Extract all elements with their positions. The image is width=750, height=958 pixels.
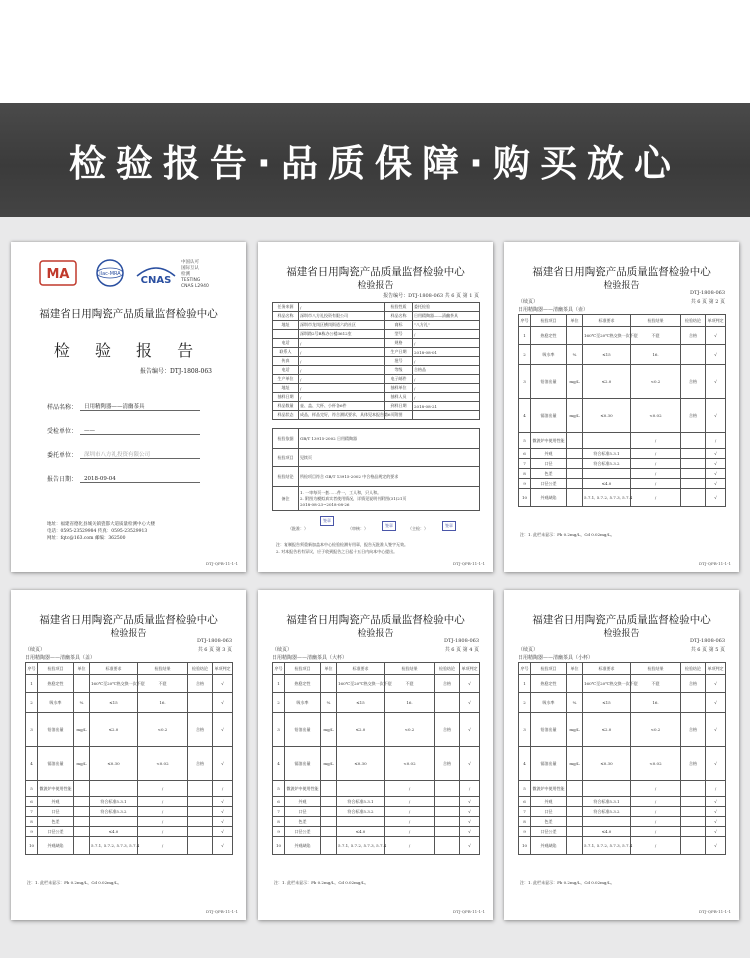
table-row: 1 热稳定性 160℃至20℃热交换一次不裂 不裂 合格 √ (26, 675, 233, 693)
report-number: DTJ-1808-063 (197, 638, 232, 644)
test-results-table (25, 662, 233, 855)
page-info: 共 6 页 第 5 页 (690, 647, 725, 653)
table-row: 传真 / 批号 / (273, 357, 480, 366)
signature-stamp: 签章 (382, 521, 396, 531)
table-row: 4 镉溶出量 mg/L ≤0.30 <0.02 合格 √ (26, 747, 233, 781)
table-row: 7 口径 符合标准5.3.2 / √ (273, 807, 480, 817)
org-name: 福建省日用陶瓷产品质量监督检验中心 (286, 266, 465, 278)
footnote: 2. 对本报告若有异议，应于收到报告之日起十五日内向本中心提出。 (276, 549, 398, 554)
sample-name: 日用精陶器——清幽茶具（小杯） (518, 655, 594, 661)
table-row: 2 吸水率 % ≤15 16. √ (273, 693, 480, 713)
title-banner (0, 103, 750, 217)
report-number: DTJ-1808-063 (690, 290, 725, 296)
table-row: 2 吸水率 % ≤15 16. √ (519, 345, 726, 365)
table-row: 8 色差 / √ (273, 817, 480, 827)
sample-name: 日用精陶器——清幽茶具（盖） (25, 655, 96, 661)
sample-name: 日用精陶器——清幽茶具（大杯） (272, 655, 348, 661)
table-row: 联系人 / 生产日期 2018-08-01 (273, 348, 480, 357)
test-results-table (518, 314, 726, 507)
table-row: 3 铅溶出量 mg/L ≤2.0 <0.2 合格 √ (273, 713, 480, 747)
page-info: 共 6 页 第 2 页 (690, 299, 725, 305)
table-header-row: 序号 检验项目 单位 标准要求 检验结果 检验结论 单项判定 (519, 315, 726, 327)
table-row: 5 微波炉中使用性能 / / (26, 781, 233, 797)
table-row: 2 吸水率 % ≤15 16. √ (519, 693, 726, 713)
sample-name-field: 样品名称： 日用精陶器——清幽茶具 (47, 402, 200, 411)
report-number: 报告编号：DTJ-1808-063 (140, 368, 212, 375)
client-unit-field: 委托单位： 深圳市八方礼投资有限公司 (47, 450, 200, 459)
table-header-row: 序号 检验项目 单位 标准要求 检验结果 检验结论 单项判定 (26, 663, 233, 675)
continued-label: （续页） (25, 647, 46, 653)
report-subtitle: 检验报告 (603, 629, 640, 639)
table-row: 4 镉溶出量 mg/L ≤0.30 <0.02 合格 √ (519, 747, 726, 781)
tester-label: （主检：） (408, 526, 428, 531)
table-row: 抽样日期 / 抽样人员 / (273, 393, 480, 402)
report-subtitle: 检验报告 (357, 281, 394, 291)
table-row: 样品状态 成品，样品完好，符合测试要求，具体见本报告第6页附图 (273, 411, 480, 420)
continued-label: （续页） (518, 647, 539, 653)
footnote: 注：1. 此栏未显示：Pb 0.2mg/L，Cd 0.02mg/L。 (274, 880, 369, 885)
table-row: 9 口径公差 ≤4.0 / √ (519, 479, 726, 489)
doc-code: DTJ-QPB-11-1-1 (205, 561, 238, 566)
table-row: 7 口径 符合标准5.3.2 / √ (26, 807, 233, 817)
continued-label: （续页） (272, 647, 293, 653)
org-name: 福建省日用陶瓷产品质量监督检验中心 (39, 308, 218, 320)
signature-stamp: 签章 (320, 516, 334, 526)
page-info: 共 6 页 第 4 页 (444, 647, 479, 653)
org-name: 福建省日用陶瓷产品质量监督检验中心 (39, 614, 218, 626)
cover-title: 检 验 报 告 (53, 341, 204, 360)
svg-text:MA: MA (46, 267, 70, 282)
table-row: 9 口径公差 ≤4.0 / √ (273, 827, 480, 837)
table-row: 10 外观缺陷 5.7.1, 5.7.2, 5.7.3, 5.7.4 / √ (273, 837, 480, 855)
table-row: 8 色差 / √ (519, 469, 726, 479)
report-page-continued[interactable] (258, 590, 493, 920)
table-row: 4 镉溶出量 mg/L ≤0.30 <0.02 合格 √ (519, 399, 726, 433)
page-info: 报告编号：DTJ-1808-063 共 6 页 第 1 页 (383, 293, 479, 299)
approver-label: （批准：） (288, 526, 308, 531)
report-date-field: 报告日期： 2018-09-04 (47, 474, 200, 483)
table-row: 7 口径 符合标准5.3.2 / √ (519, 807, 726, 817)
report-number: DTJ-1808-063 (444, 638, 479, 644)
table-row: 任务来源 / 检验性质 委托检验 (273, 303, 480, 312)
svg-text:ilac-MRA: ilac-MRA (99, 271, 121, 277)
conclusion-table: 检验依据 GB/T 13915-2002 日用精陶器 检验项目 见续页 检验结论 所检项目符合 GB/T 13915-2002 中合格品规定的要求 备注 1. 一审每页一套……件一，工人和，只人和。 2. 附图为模拟真实者使用情况，详情见说明书附图(31)21页 2018-08-23~2018-08-26 (272, 428, 480, 511)
table-row: 9 口径公差 ≤4.0 / √ (519, 827, 726, 837)
report-page-continued[interactable] (504, 590, 739, 920)
table-row: 地址 / 抽样单位 / (273, 384, 480, 393)
table-row: 8 色差 / √ (26, 817, 233, 827)
table-row: 8 色差 / √ (519, 817, 726, 827)
doc-code: DTJ-QPB-11-1-1 (205, 909, 238, 914)
footnote: 注：复制报告须重新加盖本中心检验检测专用章，报告无批准人签字无效。 (276, 542, 408, 547)
table-row: 6 外观 符合标准5.3.1 / √ (273, 797, 480, 807)
org-name: 福建省日用陶瓷产品质量监督检验中心 (532, 614, 711, 626)
doc-code: DTJ-QPB-11-1-1 (698, 561, 731, 566)
table-row: 样品名称 深圳市八方礼投资有限公司 样品名称 日用精陶器——清幽茶具 (273, 312, 480, 321)
table-header-row: 序号 检验项目 单位 标准要求 检验结果 检验结论 单项判定 (273, 663, 480, 675)
org-name: 福建省日用陶瓷产品质量监督检验中心 (532, 266, 711, 278)
table-row: 6 外观 符合标准5.3.1 / √ (519, 797, 726, 807)
report-subtitle: 检验报告 (110, 629, 147, 639)
reviewer-label: （审核：） (348, 526, 368, 531)
table-row: 生产单位 / 电子邮件 / (273, 375, 480, 384)
cover-footer: 地址：福建省德化县城关镇瓷都大道质量检测中心大楼 电话：0595-23529984 传真：0595-23529913 网址：fqtc@163.com 邮编：362500 (47, 522, 155, 541)
doc-code: DTJ-QPB-11-1-1 (452, 561, 485, 566)
table-row: 3 铅溶出量 mg/L ≤2.0 <0.2 合格 √ (519, 713, 726, 747)
table-row: 2 吸水率 % ≤15 16. √ (26, 693, 233, 713)
doc-code: DTJ-QPB-11-1-1 (698, 909, 731, 914)
footnote: 注：1. 此栏未显示：Pb 0.2mg/L，Cd 0.02mg/L。 (520, 880, 615, 885)
report-number: DTJ-1808-063 (690, 638, 725, 644)
cert-logos (37, 256, 237, 290)
signature-stamp: 签章 (442, 521, 456, 531)
table-row: 3 铅溶出量 mg/L ≤2.0 <0.2 合格 √ (26, 713, 233, 747)
table-row: 5 微波炉中使用性能 / / (519, 781, 726, 797)
table-row: 10 外观缺陷 5.7.1, 5.7.2, 5.7.3, 5.7.4 / √ (519, 489, 726, 507)
table-row: 5 微波炉中使用性能 / / (273, 781, 480, 797)
ilac-mra-logo-icon (93, 258, 127, 288)
table-row: 4 镉溶出量 mg/L ≤0.30 <0.02 合格 √ (273, 747, 480, 781)
cnas-logo-icon (135, 264, 177, 286)
table-row: 电话 / 规格 / (273, 339, 480, 348)
page-info: 共 6 页 第 3 页 (197, 647, 232, 653)
report-subtitle: 检验报告 (603, 281, 640, 291)
report-page-continued[interactable] (11, 590, 246, 920)
table-row: 10 外观缺陷 5.7.1, 5.7.2, 5.7.3, 5.7.4 / √ (26, 837, 233, 855)
report-page-info[interactable] (258, 242, 493, 572)
table-row: 6 外观 符合标准5.3.1 / √ (519, 449, 726, 459)
svg-text:CNAS: CNAS (140, 275, 172, 286)
cnas-caption: 中国认可 国际互认 检测 TESTING CNAS L2940 (181, 260, 209, 289)
test-results-table (272, 662, 480, 855)
doc-code: DTJ-QPB-11-1-1 (452, 909, 485, 914)
table-row: 10 外观缺陷 5.7.1, 5.7.2, 5.7.3, 5.7.4 / √ (519, 837, 726, 855)
report-subtitle: 检验报告 (357, 629, 394, 639)
report-page-continued[interactable] (504, 242, 739, 572)
table-row: 3 铅溶出量 mg/L ≤2.0 <0.2 合格 √ (519, 365, 726, 399)
cma-logo-icon (39, 260, 77, 286)
table-row: 样品数量 壶、盖、大杯、小杯各6件 到样日期 2018-08-21 (273, 402, 480, 411)
banner-title: 检验报告·品质保障·购买放心 (68, 142, 682, 185)
table-row: 1 热稳定性 160℃至20℃热交换一次不裂 不裂 合格 √ (273, 675, 480, 693)
table-row: 深圳路2号B栋办公楼3612室 型号 / (273, 330, 480, 339)
table-row: 9 口径公差 ≤4.0 / √ (26, 827, 233, 837)
continued-label: （续页） (518, 299, 539, 305)
table-row: 7 口径 符合标准5.3.2 / √ (519, 459, 726, 469)
report-page-cover[interactable] (11, 242, 246, 572)
test-results-table (518, 662, 726, 855)
inspected-unit-field: 受检单位： —— (47, 426, 200, 435)
table-row: 1 热稳定性 160℃至20℃热交换一次不裂 不裂 合格 √ (519, 675, 726, 693)
footnote: 注：1. 此栏未显示：Pb 0.2mg/L，Cd 0.02mg/L。 (27, 880, 122, 885)
sample-name: 日用精陶器——清幽茶具（壶） (518, 307, 589, 313)
info-table (272, 302, 480, 420)
table-row: 6 外观 符合标准5.3.1 / √ (26, 797, 233, 807)
org-name: 福建省日用陶瓷产品质量监督检验中心 (286, 614, 465, 626)
footnote: 注：1. 此栏未显示：Pb 0.2mg/L，Cd 0.02mg/L。 (520, 532, 615, 537)
table-row: 1 热稳定性 160℃至20℃热交换一次不裂 不裂 合格 √ (519, 327, 726, 345)
table-row: 5 微波炉中使用性能 / / (519, 433, 726, 449)
table-row: 电话 / 等级 合格品 (273, 366, 480, 375)
table-header-row: 序号 检验项目 单位 标准要求 检验结果 检验结论 单项判定 (519, 663, 726, 675)
table-row: 地址 深圳市龙岗区横岗街道六约社区 商标 "八方礼" (273, 321, 480, 330)
